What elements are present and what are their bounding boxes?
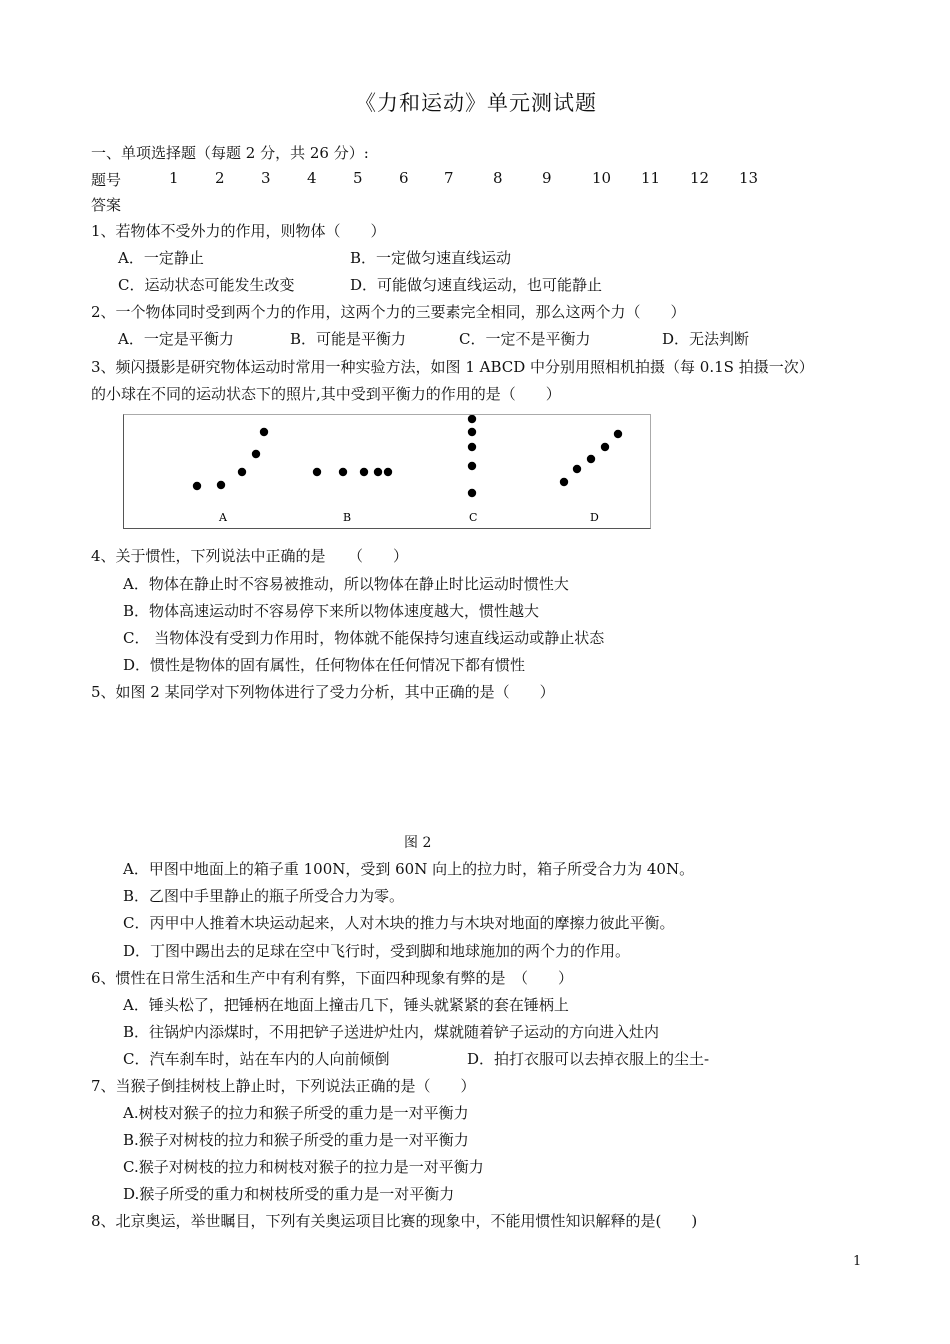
question-5-option-a: A．甲图中地面上的箱子重 100N，受到 60N 向上的拉力时，箱子所受合力为 40N。	[123, 860, 695, 878]
question-7-stem: 7、当猴子倒挂树枝上静止时，下列说法正确的是（ ）	[91, 1077, 476, 1095]
question-number: 12	[690, 169, 710, 187]
question-4-option-c: C． 当物体没有受到力作用时，物体就不能保持匀速直线运动或静止状态	[123, 629, 605, 647]
question-number: 3	[261, 169, 271, 187]
ball-dot	[217, 481, 225, 489]
ball-dot	[193, 482, 201, 490]
question-2-option-a: A．一定是平衡力	[118, 330, 234, 348]
section-heading: 一、单项选择题（每题 2 分，共 26 分）:	[91, 144, 369, 162]
ball-dot	[614, 430, 622, 438]
question-number: 13	[739, 169, 759, 187]
question-4-option-d: D．惯性是物体的固有属性，任何物体在任何情况下都有惯性	[123, 656, 526, 674]
question-5-stem: 5、如图 2 某同学对下列物体进行了受力分析，其中正确的是（ ）	[91, 683, 555, 701]
question-1-option-c: C．运动状态可能发生改变	[118, 276, 295, 294]
question-3-stem-line1: 3、频闪摄影是研究物体运动时常用一种实验方法，如图 1 ABCD 中分别用照相机拍摄（每 0.1S 拍摄一次）	[91, 358, 814, 376]
question-4-stem: 4、关于惯性，下列说法中正确的是 （ ）	[91, 547, 409, 565]
question-7-option-a: A.树枝对猴子的拉力和猴子所受的重力是一对平衡力	[123, 1104, 469, 1122]
figure-label-d: D	[590, 511, 599, 524]
question-5-option-d: D．丁图中踢出去的足球在空中飞行时，受到脚和地球施加的两个力的作用。	[123, 942, 631, 960]
question-6-option-c: C．汽车刹车时，站在车内的人向前倾倒	[123, 1050, 390, 1068]
question-number: 6	[399, 169, 409, 187]
question-6-option-b: B．往锅炉内添煤时，不用把铲子送进炉灶内，煤就随着铲子运动的方向进入灶内	[123, 1023, 660, 1041]
ball-dot	[260, 428, 268, 436]
question-6-option-d: D．拍打衣服可以去掉衣服上的尘土-	[467, 1050, 710, 1068]
question-number: 8	[493, 169, 503, 187]
question-7-option-c: C.猴子对树枝的拉力和树枝对猴子的拉力是一对平衡力	[123, 1158, 484, 1176]
question-number: 9	[542, 169, 552, 187]
ball-dot	[468, 428, 476, 436]
page-title: 《力和运动》单元测试题	[355, 91, 597, 115]
figure-2-caption: 图 2	[404, 835, 432, 851]
ball-dot	[468, 462, 476, 470]
ball-dot	[252, 450, 260, 458]
ball-dot	[560, 478, 568, 486]
question-8-stem: 8、北京奥运，举世瞩目，下列有关奥运项目比赛的现象中，不能用惯性知识解释的是( )	[91, 1212, 698, 1230]
figure-label-a: A	[219, 511, 227, 524]
question-6-option-a: A．锤头松了，把锤柄在地面上撞击几下，锤头就紧紧的套在锤柄上	[123, 996, 569, 1014]
question-number: 1	[169, 169, 179, 187]
figure-1-strobe-photos	[123, 414, 651, 529]
question-number: 10	[592, 169, 612, 187]
ball-dot	[313, 468, 321, 476]
ball-dot	[339, 468, 347, 476]
question-7-option-b: B.猴子对树枝的拉力和猴子所受的重力是一对平衡力	[123, 1131, 469, 1149]
figure-1-drawing	[124, 415, 652, 530]
question-number: 5	[353, 169, 363, 187]
answer-table-number-label: 题号	[91, 171, 122, 189]
ball-dot	[468, 443, 476, 451]
question-number: 4	[307, 169, 317, 187]
ball-dot	[360, 468, 368, 476]
question-2-option-c: C．一定不是平衡力	[459, 330, 591, 348]
question-number: 11	[641, 169, 661, 187]
answer-table-answer-label: 答案	[91, 196, 122, 214]
ball-dot	[601, 443, 609, 451]
ball-dot	[468, 415, 476, 423]
question-4-option-b: B．物体高速运动时不容易停下来所以物体速度越大，惯性越大	[123, 602, 540, 620]
ball-dot	[384, 468, 392, 476]
question-5-option-b: B．乙图中手里静止的瓶子所受合力为零。	[123, 887, 405, 905]
ball-dot	[238, 468, 246, 476]
question-2-option-b: B．可能是平衡力	[290, 330, 407, 348]
ball-dot	[573, 465, 581, 473]
question-3-stem-line2: 的小球在不同的运动状态下的照片,其中受到平衡力的作用的是（ ）	[91, 385, 561, 403]
question-2-stem: 2、一个物体同时受到两个力的作用，这两个力的三要素完全相同，那么这两个力（ ）	[91, 303, 686, 321]
question-1-option-d: D．可能做匀速直线运动，也可能静止	[350, 276, 603, 294]
question-number: 2	[215, 169, 225, 187]
ball-dot	[374, 468, 382, 476]
page-number: 1	[853, 1254, 862, 1269]
question-6-stem: 6、惯性在日常生活和生产中有利有弊，下面四种现象有弊的是 （ ）	[91, 969, 574, 987]
ball-dot	[468, 489, 476, 497]
question-1-option-b: B．一定做匀速直线运动	[350, 249, 512, 267]
question-7-option-d: D.猴子所受的重力和树枝所受的重力是一对平衡力	[123, 1185, 455, 1203]
ball-dot	[587, 455, 595, 463]
figure-label-c: C	[469, 511, 478, 524]
figure-label-b: B	[343, 511, 352, 524]
question-4-option-a: A．物体在静止时不容易被推动，所以物体在静止时比运动时惯性大	[123, 575, 569, 593]
question-number: 7	[444, 169, 454, 187]
question-1-stem: 1、若物体不受外力的作用，则物体（ ）	[91, 222, 386, 240]
question-2-option-d: D．无法判断	[662, 330, 750, 348]
question-1-option-a: A．一定静止	[118, 249, 204, 267]
question-5-option-c: C．丙甲中人推着木块运动起来，人对木块的推力与木块对地面的摩擦力彼此平衡。	[123, 914, 675, 932]
